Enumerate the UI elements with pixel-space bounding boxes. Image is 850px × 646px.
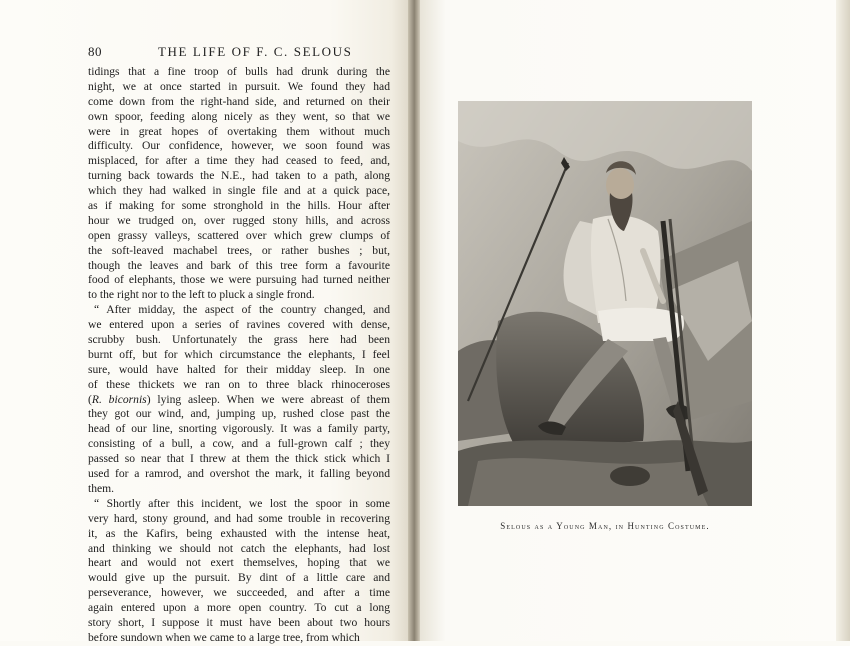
text-line: heart and would not exert themselves, hoping that we bbox=[88, 556, 390, 570]
text-line: hour we trudged on, over rugged stony hills, and across bbox=[88, 213, 390, 227]
text-line: though the leaves and bark of this tree form a favourite bbox=[88, 258, 390, 272]
text-line: food of elephants, those we were pursuing had turned neither bbox=[88, 273, 390, 287]
text-line: open grassy valleys, scattered over which grew clumps of bbox=[88, 228, 390, 242]
page-edge bbox=[836, 0, 850, 641]
text-line: story short, I suppose it must have been about two hours bbox=[88, 615, 390, 629]
text-line: (R. bicornis) lying asleep. When we were abreast of them bbox=[88, 392, 390, 406]
text-line: burnt off, but for which circumstance the elephants, I feel bbox=[88, 347, 390, 361]
text-line: again entered upon a more open country. To cut a long bbox=[88, 601, 390, 615]
text-line: of these thickets we ran on to three black rhinoceroses bbox=[88, 377, 390, 391]
text-line: the soft-leaved machabel trees, or rather bushes ; but, bbox=[88, 243, 390, 257]
text-line: consisting of a bull, a cow, and a full-grown calf ; they bbox=[88, 437, 390, 451]
text-line: as if making for some stronghold in the hills. Hour after bbox=[88, 199, 390, 213]
text-line: passed so near that I threw at them the thick stick which I bbox=[88, 452, 390, 466]
text-line: very hard, stony ground, and had some trouble in recovering bbox=[88, 511, 390, 525]
text-line: would give up the pursuit. By dint of a little care and bbox=[88, 571, 390, 585]
text-line: and thinking we should not catch the elephants, had lost bbox=[88, 541, 390, 555]
text-line: tidings that a fine troop of bulls had drunk during the bbox=[88, 65, 390, 78]
text-line: turning back towards the N.E., had taken to a path, along bbox=[88, 169, 390, 183]
text-line: “ Shortly after this incident, we lost the spoor in some bbox=[94, 496, 390, 510]
text-line: used for a ramrod, and overshot the mark, it falling beyond bbox=[88, 467, 390, 481]
text-line: own spoor, feeding along nicely as they went, so that we bbox=[88, 109, 390, 123]
text-line: before sundown when we came to a large tree, from which bbox=[88, 630, 360, 644]
text-line: perseverance, however, we succeeded, and after a time bbox=[88, 586, 390, 600]
photo-caption: Selous as a Young Man, in Hunting Costume. bbox=[500, 521, 710, 531]
body-text bbox=[88, 65, 390, 646]
text-line: which they had walked in single file and at a quick pace, bbox=[88, 184, 390, 198]
running-head: THE LIFE OF F. C. SELOUS bbox=[158, 44, 353, 59]
page-header bbox=[88, 44, 393, 62]
text-line: to the right nor to the left to pluck a single frond. bbox=[88, 288, 315, 302]
text-line: come down from the right-hand side, and returned on their bbox=[88, 94, 390, 108]
text-line: were in great hopes of overtaking them without much bbox=[88, 124, 390, 138]
text-line: scrubby bush. Unfortunately the grass here had been bbox=[88, 333, 390, 347]
text-line: night, we at once started in pursuit. We found they had bbox=[88, 79, 390, 93]
photo-plate bbox=[458, 101, 752, 506]
page-number: 80 bbox=[88, 44, 102, 59]
text-line: it, as the Kafirs, being exhausted with the intense heat, bbox=[88, 526, 390, 540]
text-line: they got our wind, and, jumping up, rushed close past the bbox=[88, 407, 390, 421]
text-line: sure, would have halted for their midday sleep. In one bbox=[88, 362, 390, 376]
text-line: them. bbox=[88, 481, 115, 495]
text-line: “ After midday, the aspect of the country changed, and bbox=[94, 303, 390, 317]
text-line: we entered upon a series of ravines covered with dense, bbox=[88, 318, 390, 332]
text-line: head of our line, snorting vigorously. It was a family party, bbox=[88, 422, 390, 436]
hunter-portrait-image bbox=[458, 101, 752, 506]
text-line: difficulty. Our confidence, however, we soon found was bbox=[88, 139, 390, 153]
text-line: misplaced, for after a time they had ceased to feed, and, bbox=[88, 154, 390, 168]
